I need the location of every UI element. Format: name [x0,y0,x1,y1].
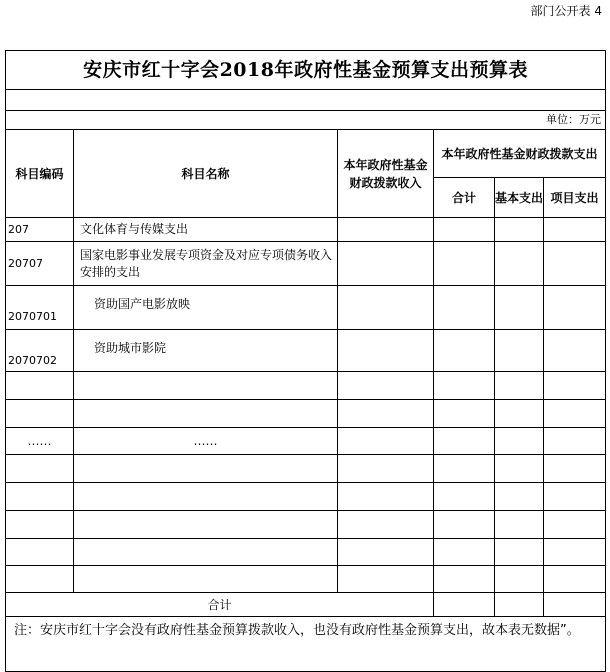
ellipsis-name: …… [74,428,338,455]
table-row [6,242,606,286]
empty-row [6,372,606,400]
empty-row [6,483,606,511]
header-code: 科目编码 [6,130,74,218]
empty-row [6,511,606,539]
row-name: 文化体育与传媒支出 [74,218,338,242]
header-expense-group: 本年政府性基金财政拨款支出 [434,130,606,178]
total-row [6,593,606,617]
unit-label: 单位：万元 [6,111,606,130]
header-basic: 基本支出 [495,178,544,218]
table-row [6,218,606,242]
table-row [6,428,606,455]
empty-row [6,455,606,483]
note-text: 注：安庆市红十字会没有政府性基金预算拨款收入，也没有政府性基金预算支出，故本表无数据”。 [6,617,606,672]
table-row [6,286,606,330]
empty-row [6,566,606,593]
total-label: 合计 [6,593,434,617]
ellipsis-code: …… [6,428,74,455]
page-tag: 部门公开表 4 [530,4,602,18]
header-income: 本年政府性基金财政拨款收入 [338,130,434,218]
header-name: 科目名称 [74,130,338,218]
row-code: 2070702 [6,330,74,372]
budget-table [5,50,606,672]
spacer-row [6,90,606,111]
row-name: 资助国产电影放映 [74,286,338,330]
table-row [6,330,606,372]
table-title: 安庆市红十字会2018年政府性基金预算支出预算表 [6,51,606,90]
header-project: 项目支出 [544,178,606,218]
row-code: 2070701 [6,286,74,330]
row-code: 207 [6,218,74,242]
empty-row [6,400,606,428]
row-name: 国家电影事业发展专项资金及对应专项债务收入安排的支出 [74,242,338,286]
empty-row [6,539,606,566]
header-total: 合计 [434,178,495,218]
row-name: 资助城市影院 [74,330,338,372]
row-code: 20707 [6,242,74,286]
